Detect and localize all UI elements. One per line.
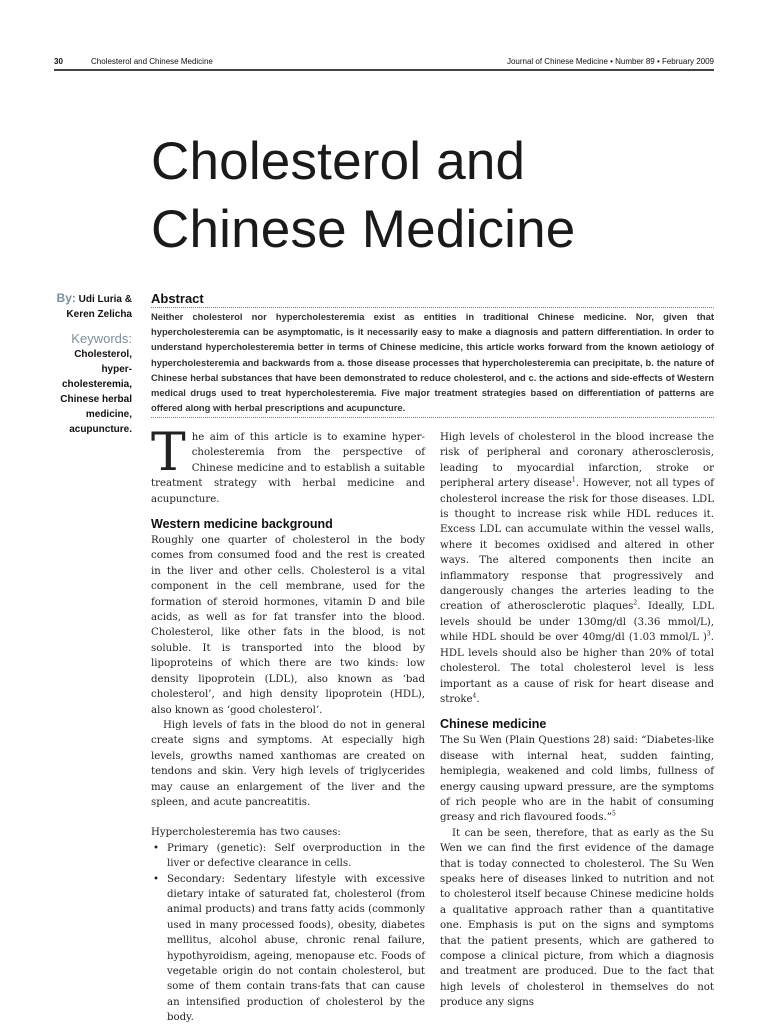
keyword: Chinese herbal <box>60 394 132 405</box>
text-run: . <box>476 693 480 705</box>
keyword: Cholesterol, <box>74 349 132 360</box>
by-label: By: <box>56 291 76 305</box>
keyword: hyper- <box>101 364 132 375</box>
paragraph: It can be seen, therefore, that as early as the Su Wen we can find the first evidence of the damage that is today connected to cholesterol. The Su Wen speaks here of diseases linked to nutrition and not to cholesterol itself because Chinese medicine holds a qualitative approach rather than a quantitative one. Emphasis is put on the signs and symptoms that the patient presents, which are gathered to compose a clinical picture, from which a diagnosis and treatment are produced. Due to the fact that high levels of cholesterol in themselves do not produce any signs <box>440 827 714 1009</box>
text-run: . However, not all types of cholesterol increase the risk for those diseases. LDL is thought to increase risk while HDL reduces it. Excess LDL can accumulate within the vessel walls, where it becomes oxidised and altered in other ways. The altered components then incite an inflammatory response that progressively and dangerously changes the arteries leading to the creation of atherosclerotic plaques <box>440 478 714 613</box>
keywords-list <box>30 347 132 437</box>
causes-list <box>151 841 425 1026</box>
text-run: . Ideally, LDL levels should be under 130mg/dl (3.36 mmol/L), while HDL should be over 40mg/dl (1.03 mmol/L ) <box>440 601 714 644</box>
list-item: • Primary (genetic): Self overproduction in the liver or defective clearance in cells. <box>151 841 425 872</box>
paragraph: High levels of fats in the blood do not in general create signs and symptoms. At especially high levels, growths named xanthomas are created on tendons and skin. Very high levels of triglycerides may cause an enlargement of the liver and the spleen, and acute pancreatitis. <box>151 719 425 808</box>
intro-text: he aim of this article is to examine hyper-cholesteremia from the perspective of Chinese medicine and to establish a suitable treatment strategy with herbal medicine and acupuncture. <box>151 432 425 505</box>
author-1: Udi Luria & <box>78 294 132 305</box>
abstract-heading: Abstract <box>151 291 204 306</box>
title-line-2: Chinese Medicine <box>151 200 576 259</box>
header-rule <box>54 69 714 71</box>
paragraph: Roughly one quarter of cholesterol in the body comes from consumed food and the rest is created in the liver and other cells. Cholesterol is a vital component in the cell membrane, used for the formation of steroid hormones, vitamin D and bile acids, as well as for fat transfer into the blood. Cholesterol, like other fats in the blood, is not soluble. It is transported into the blood by lipoproteins of which there are two kinds: low density lipoprotein (LDL), also known as ‘bad cholesterol’, and high density lipoprotein (HDL), also known as ‘good cholesterol’. <box>151 535 425 716</box>
byline <box>30 291 132 307</box>
intro-paragraph <box>151 423 425 507</box>
abstract-text: Neither cholesterol nor hypercholesteremia exist as entities in traditional Chinese medicine. Nor, given that hypercholesteremia can be asymptomatic, is it necessarily easy to make a diagnosis and pattern differentiation. In order to understand hypercholesteremia better in terms of Chinese medicine, this article works forward from the known aetiology of hypercholesteremia and backwards from a. those disease processes that hypercholesteremia can precipitate, b. the nature of Chinese herbal substances that have been demonstrated to reduce cholesterol, and c. the actions and side-effects of Western medical drugs used to treat hypercholesteremia. Five major treatment strategies based on differentiation of patterns are offered along with herbal prescriptions and acupuncture. <box>151 311 714 414</box>
author-sidebar <box>30 291 132 437</box>
page-number: 30 <box>54 57 63 66</box>
body-column-right <box>440 430 714 1011</box>
paragraph <box>440 733 714 825</box>
body-column-left <box>151 423 425 1026</box>
section-heading-western: Western medicine background <box>151 517 333 532</box>
keyword: medicine, <box>85 409 132 420</box>
footnote-ref[interactable]: 3 <box>706 630 711 638</box>
text-run: High levels of cholesterol in the blood increase the risk of peripheral and coronary atherosclerosis, leading to myocardial infarction, stroke or peripheral artery disease <box>440 432 714 490</box>
paragraph: Hypercholesteremia has two causes: <box>151 827 341 839</box>
section-heading-chinese: Chinese medicine <box>440 717 547 732</box>
journal-info: Journal of Chinese Medicine • Number 89 • February 2009 <box>506 57 714 66</box>
running-title: Cholesterol and Chinese Medicine <box>91 57 213 66</box>
footnote-ref[interactable]: 4 <box>472 692 477 700</box>
text-run: The Su Wen (Plain Questions 28) said: “Diabetes-like disease with internal heat, sudden fainting, hemiplegia, weakened and cold limbs, fullness of energy causing upward pressure, are the symptoms of rich people who are in the habit of consuming greasy and rich flavoured foods.” <box>440 735 714 824</box>
footnote-ref[interactable]: 2 <box>633 600 638 608</box>
text-run: . HDL levels should also be higher than 20% of total cholesterol. The total cholesterol level is less important as a cause of risk for heart disease and stroke <box>440 632 714 705</box>
footnote-ref[interactable]: 1 <box>571 476 576 484</box>
title-line-1: Cholesterol and <box>151 132 526 191</box>
abstract-divider-top <box>151 307 714 308</box>
running-header <box>54 57 714 69</box>
article-title <box>151 128 751 264</box>
footnote-ref[interactable]: 5 <box>611 810 616 818</box>
keywords-label: Keywords: <box>71 331 132 346</box>
keyword: cholesteremia, <box>61 379 132 390</box>
drop-cap: T <box>151 423 186 483</box>
keyword: acupuncture. <box>69 424 132 435</box>
abstract-divider-bottom <box>151 417 714 418</box>
paragraph <box>440 430 714 707</box>
paragraph-gap <box>151 810 425 825</box>
list-item: • Secondary: Sedentary lifestyle with excessive dietary intake of saturated fat, cholesterol (from animal products) and trans fatty acids (commonly used in many processed foods), obesity, diabetes mellitus, alcohol abuse, chronic renal failure, hypothyroidism, ageing, menopause etc. Foods of vegetable origin do not contain cholesterol, but some of them contain trans-fats that can cause an intensified production of cholesterol by the body. <box>151 872 425 1026</box>
author-2: Keren Zelicha <box>66 309 132 320</box>
